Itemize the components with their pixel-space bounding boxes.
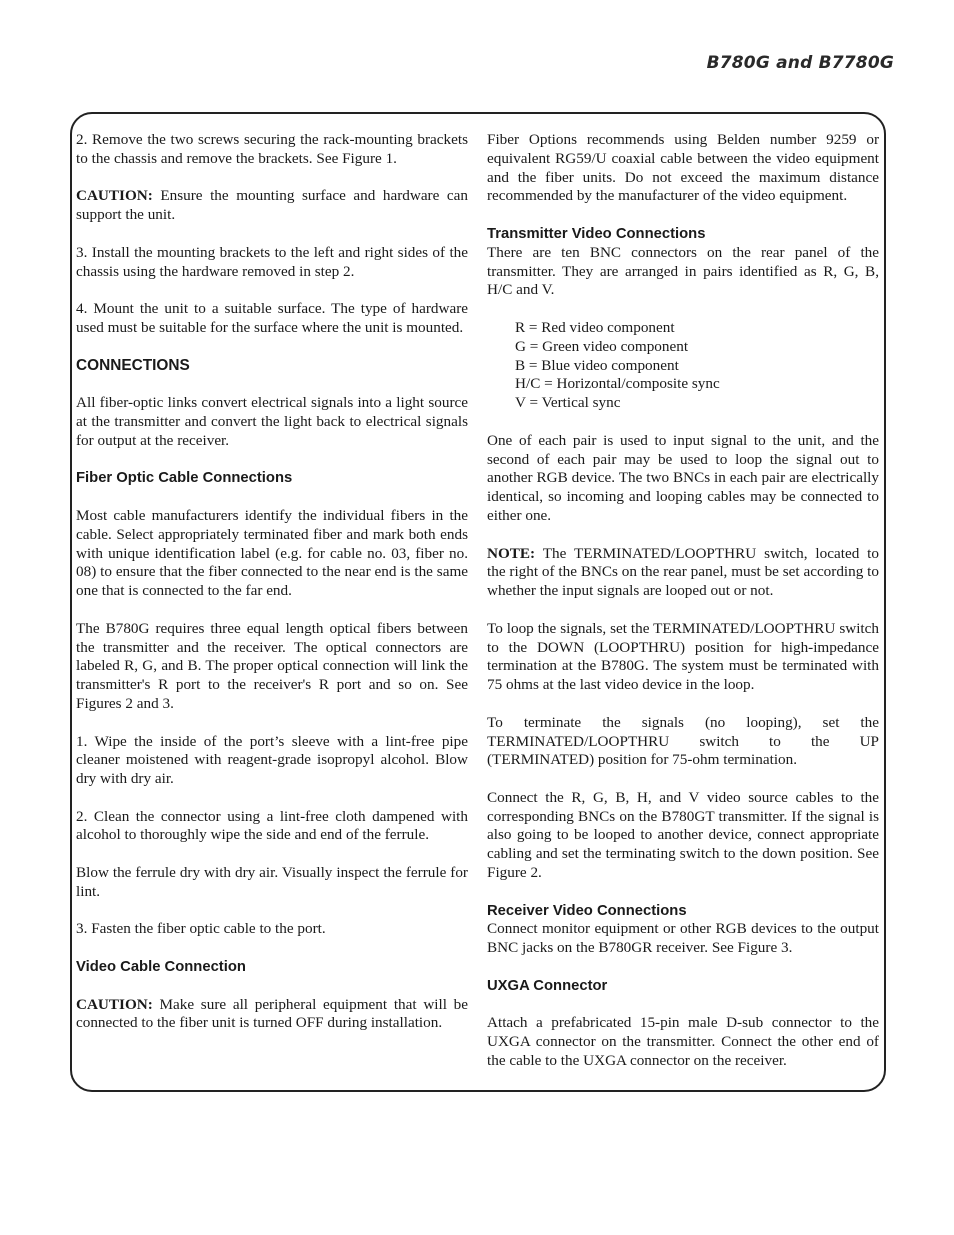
cable-recommendation: Fiber Options recommends using Belden number 9259 or equivalent RG59/U coaxial cable between the video equipment and the fiber units. Do not exceed the maximum distance recommended by the manufacturer of the video equipment.: [487, 131, 879, 205]
install-step-4: 4. Mount the unit to a suitable surface. The type of hardware used must be suitable for the surface where the unit is mounted.: [76, 300, 468, 336]
transmitter-video-paragraph: There are ten BNC connectors on the rear panel of the transmitter. They are arranged in pairs identified as R, G, B, H/C and V.: [487, 243, 879, 299]
video-cable-heading: Video Cable Connection: [76, 959, 246, 976]
note-text: The TERMINATED/LOOPTHRU switch, located to the right of the BNCs on the rear panel, must be set according to whether the input signals are looped out or not.: [487, 544, 879, 600]
fiber-paragraph-1: Most cable manufacturers identify the individual fibers in the cable. Select appropriately terminated fiber and mark both ends with unique identification label (e.g. for cable no. 03, fiber no. 08) to ensure that the fiber connected to the near end is the same one that is connected to the far end.: [76, 506, 468, 600]
signal-code-item: V = Vertical sync: [515, 394, 621, 412]
note-switch: [487, 545, 879, 601]
fiber-step-3: 3. Fasten the fiber optic cable to the port.: [76, 920, 326, 938]
fiber-step-1: 1. Wipe the inside of the port’s sleeve with a lint-free pipe cleaner moistened with reagent-grade isopropyl alcohol. Blow dry with dry air.: [76, 732, 468, 788]
caution-label: CAUTION:: [76, 187, 153, 205]
caution-power: [76, 996, 468, 1034]
uxga-paragraph: Attach a prefabricated 15-pin male D-sub connector to the UXGA connector on the transmitter. Connect the other end of the cable to the UXGA connector on the receiver.: [487, 1014, 879, 1070]
signal-code-list: [515, 319, 879, 413]
signal-code-item: R = Red video component: [515, 318, 675, 336]
caution-text: Make sure all peripheral equipment that will be connected to the fiber unit is turned OFF during installation.: [76, 995, 468, 1032]
fiber-optic-heading: Fiber Optic Cable Connections: [76, 470, 293, 487]
signal-code-item: G = Green video component: [515, 337, 689, 355]
signal-code-item: H/C = Horizontal/composite sync: [515, 375, 720, 393]
caution-mounting: [76, 187, 468, 225]
caution-label: CAUTION:: [76, 995, 153, 1013]
bnc-pair-paragraph: One of each pair is used to input signal to the unit, and the second of each pair may be used to loop the signal out to another RGB device. The two BNCs in each pair are electrically identical, so incoming and looping cables may be connected to either one.: [487, 431, 879, 524]
terminate-paragraph: To terminate the signals (no looping), set the TERMINATED/LOOPTHRU switch to the UP (TERMINATED) position for 75-ohm termination.: [487, 713, 879, 769]
receiver-video-heading: Receiver Video Connections: [487, 902, 687, 919]
uxga-heading: UXGA Connector: [487, 977, 608, 994]
connections-heading: CONNECTIONS: [76, 356, 190, 374]
install-step-3: 3. Install the mounting brackets to the left and right sides of the chassis using the hardware removed in step 2.: [76, 243, 468, 280]
connect-sources-paragraph: Connect the R, G, B, H, and V video source cables to the corresponding BNCs on the B780GT transmitter. If the signal is also going to be looped to another device, connect appropriate cabling and set the terminating switch to the down position. See Figure 2.: [487, 788, 879, 882]
transmitter-video-heading: Transmitter Video Connections: [487, 225, 706, 242]
loop-paragraph: To loop the signals, set the TERMINATED/LOOPTHRU switch to the DOWN (LOOPTHRU) position for high-impedance termination at the B780G. The system must be terminated with 75 ohms at the last video device in the loop.: [487, 619, 879, 694]
connections-paragraph: All fiber-optic links convert electrical signals into a light source at the transmitter and convert the light back to electrical signals for output at the receiver.: [76, 394, 468, 449]
fiber-blow-dry: Blow the ferrule dry with dry air. Visually inspect the ferrule for lint.: [76, 864, 468, 900]
install-step-2: 2. Remove the two screws securing the rack-mounting brackets to the chassis and remove the brackets. See Figure 1.: [76, 131, 468, 167]
receiver-video-paragraph: Connect monitor equipment or other RGB devices to the output BNC jacks on the B780GR receiver. See Figure 3.: [487, 920, 879, 957]
page-header-title: B780G and B7780G: [706, 53, 894, 73]
caution-text: Ensure the mounting surface and hardware can support the unit.: [76, 187, 468, 224]
fiber-paragraph-2: The B780G requires three equal length optical fibers between the transmitter and the receiver. The optical connectors are labeled R, G, and B. The proper optical connection will link the transmitter's R port to the receiver's R port and so on. See Figures 2 and 3.: [76, 619, 468, 712]
fiber-step-2: 2. Clean the connector using a lint-free cloth dampened with alcohol to thoroughly wipe the side and end of the ferrule.: [76, 807, 468, 844]
signal-code-item: B = Blue video component: [515, 356, 679, 374]
note-label: NOTE:: [487, 544, 536, 562]
left-column: [76, 131, 468, 1052]
right-column: [487, 131, 879, 1090]
